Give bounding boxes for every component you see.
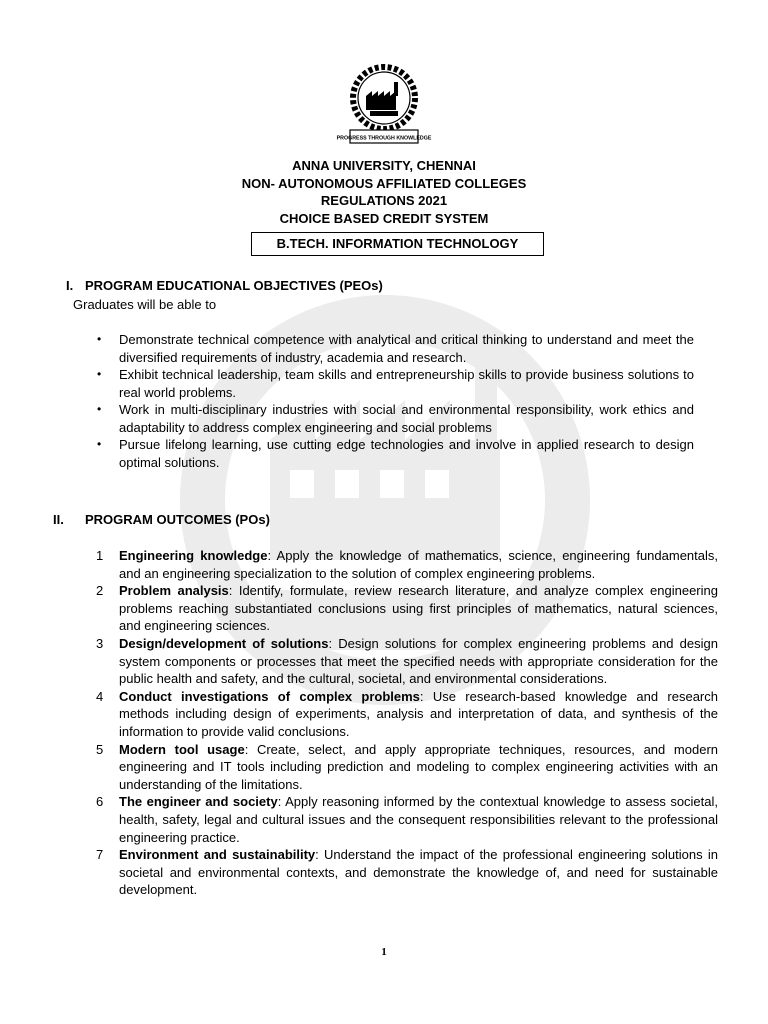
po-number: 6 (96, 794, 104, 810)
po-item (96, 846, 718, 899)
po-item (96, 793, 718, 846)
po-title: Problem analysis (119, 583, 229, 599)
po-title: Environment and sustainability (119, 847, 316, 863)
peo-section-number: I. (66, 278, 74, 293)
document-header (0, 157, 768, 227)
po-title: Modern tool usage (119, 741, 245, 757)
po-section-heading (53, 512, 270, 527)
svg-text:PROGRESS THROUGH KNOWLEDGE: PROGRESS THROUGH KNOWLEDGE (336, 135, 432, 142)
po-title: The engineer and society (119, 794, 278, 810)
peo-intro: Graduates will be able to (73, 297, 217, 312)
po-text: : Understand the impact of the professional engineering solutions in societal and environmental contexts, and demonstrate the knowledge of, and need for sustainable development. (119, 847, 718, 898)
peo-item (97, 366, 694, 401)
po-section-title: PROGRAM OUTCOMES (POs) (85, 512, 270, 527)
peo-item-text: Pursue lifelong learning, use cutting edge technologies and involve in applied research to design optimal solutions. (119, 437, 694, 470)
bullet-icon: • (97, 332, 102, 346)
bullet-icon: • (97, 367, 102, 381)
peo-section-title: PROGRAM EDUCATIONAL OBJECTIVES (PEOs) (85, 278, 383, 293)
po-text: : Design solutions for complex engineering problems and design system components or processes that meet the specified needs with appropriate consideration for the public health and safety, and the cultural, societal, and environmental considerations. (119, 635, 718, 687)
po-number: 7 (96, 847, 104, 863)
po-title: Conduct investigations of complex problems (119, 688, 420, 704)
peo-item (97, 331, 694, 366)
header-colleges: NON- AUTONOMOUS AFFILIATED COLLEGES (241, 175, 527, 191)
po-section-number: II. (53, 512, 64, 527)
po-item (96, 582, 718, 635)
po-number: 1 (96, 548, 104, 563)
bullet-icon: • (97, 437, 102, 451)
po-title: Design/development of solutions (119, 635, 329, 651)
peo-item-text: Work in multi-disciplinary industries with social and environmental responsibility, work ethics and adaptability to address complex engineering and social problems (119, 402, 694, 435)
anna-university-seal-logo (332, 64, 436, 148)
program-title-box: B.TECH. INFORMATION TECHNOLOGY (251, 232, 544, 256)
po-item (96, 688, 718, 741)
header-system: CHOICE BASED CREDIT SYSTEM (279, 210, 489, 226)
po-list (96, 547, 718, 899)
header-regulations: REGULATIONS 2021 (320, 193, 448, 208)
po-number: 3 (96, 635, 104, 651)
peo-list (97, 331, 694, 471)
po-text: : Create, select, and apply appropriate techniques, resources, and modern engineering and IT tools including prediction and modeling to complex engineering activities with an understanding of the limitations. (119, 741, 719, 792)
peo-section-heading (66, 278, 383, 293)
po-text: : Use research-based knowledge and research methods including design of experiments, analysis and interpretation of data, and synthesis of the information to provide valid conclusions. (119, 688, 718, 739)
page-number: 1 (381, 946, 387, 958)
po-number: 4 (96, 688, 104, 704)
po-item (96, 547, 718, 582)
header-university: ANNA UNIVERSITY, CHENNAI (292, 158, 476, 173)
peo-item (97, 436, 694, 471)
peo-item-text: Exhibit technical leadership, team skills and entrepreneurship skills to provide business solutions to real world problems. (119, 367, 694, 400)
po-text: : Apply reasoning informed by the contextual knowledge to assess societal, health, safety, legal and cultural issues and the consequent responsibilities relevant to the professional engineering practice. (119, 794, 719, 845)
po-number: 2 (96, 583, 104, 599)
po-title: Engineering knowledge (119, 548, 268, 563)
po-number: 5 (96, 741, 104, 757)
peo-item (97, 401, 694, 436)
po-text: : Identify, formulate, review research literature, and analyze complex engineering problems reaching substantiated conclusions using first principles of mathematics, natural sciences, and engineering sciences. (119, 583, 718, 634)
peo-item-text: Demonstrate technical competence with analytical and critical thinking to understand and meet the diversified requirements of industry, academia and research. (119, 332, 694, 365)
po-text: : Apply the knowledge of mathematics, science, engineering fundamentals, and an engineering specialization to the solution of complex engineering problems. (119, 548, 718, 581)
po-item (96, 635, 718, 688)
po-item (96, 741, 718, 794)
bullet-icon: • (97, 402, 102, 416)
